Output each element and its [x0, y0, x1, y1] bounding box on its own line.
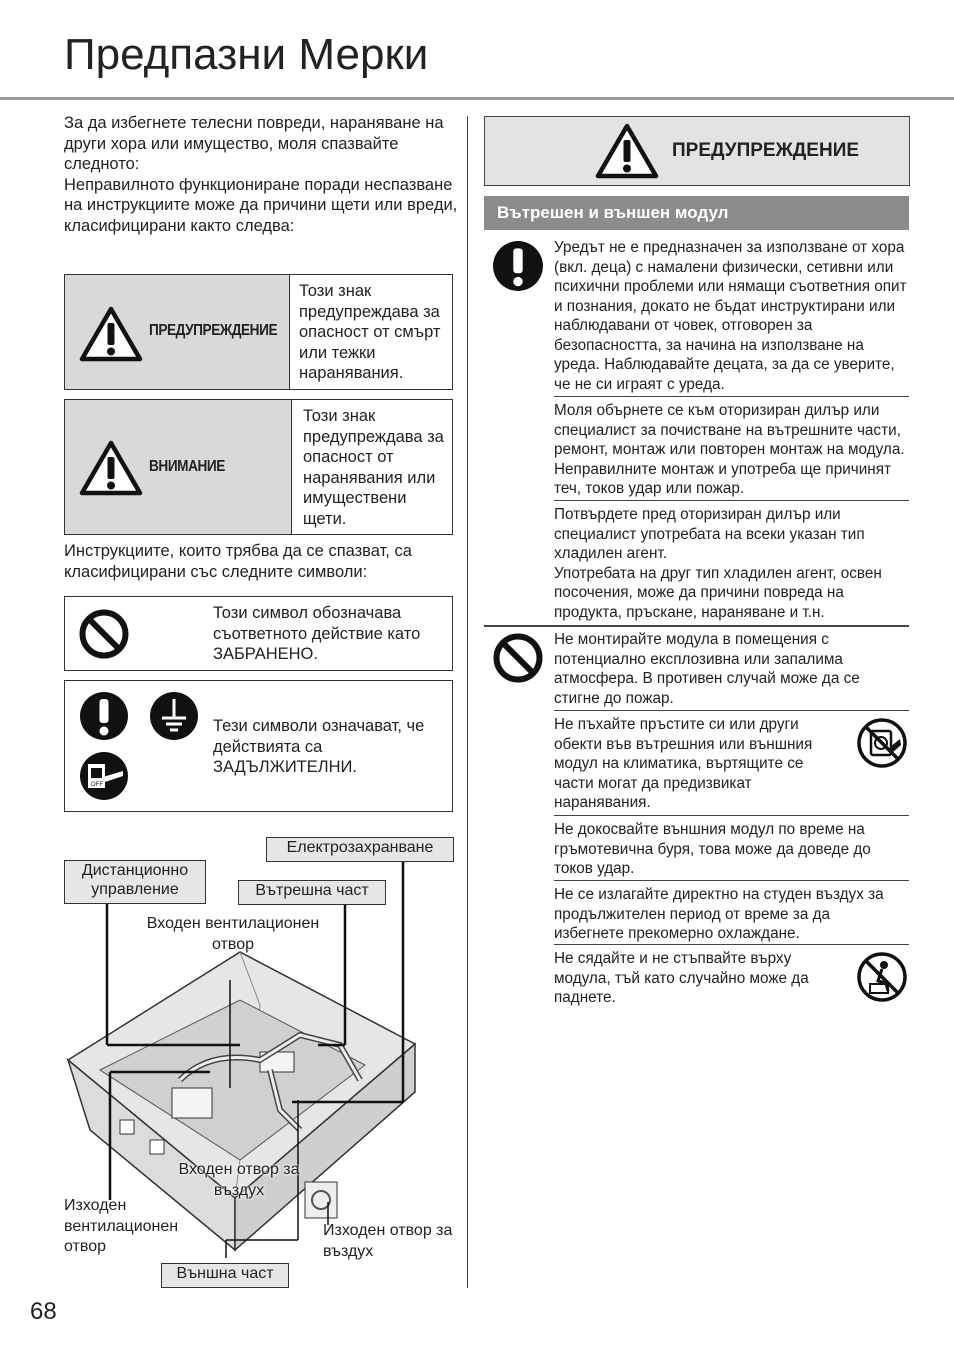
air-inlet-vent-label: Входен вентилационен отвор	[146, 915, 320, 953]
prohibited-icon	[78, 608, 130, 660]
prohibited-item: Не пъхайте пръстите си или други обекти във вътрешния или външния модул на климатика, въртящите се части могат да предизвикат наранявания.	[554, 716, 813, 811]
legend-warning-box	[64, 274, 453, 390]
legend-caution-text: Този знак предупреждава за опасност от наранявания или имуществени щети.	[303, 407, 444, 528]
prohibited-symbol-box	[64, 596, 453, 671]
mandatory-item: Потвърдете пред оторизиран дилър или специалист употребата на всеки указан тип хладилен агент. Употребата на друг тип хладилен агент, освен посочения, може да причини повреда на продукта, пръскане, нараняване и т.н.	[554, 506, 882, 621]
no-sitting-icon	[856, 951, 908, 1003]
air-inlet-label: Входен отвор за въздух	[178, 1161, 300, 1199]
warning-triangle-icon	[79, 306, 143, 362]
item-divider	[554, 944, 909, 945]
indoor-unit-label: Вътрешна част	[238, 880, 386, 905]
intro-paragraph: За да избегнете телесни повреди, нараняване на други хора или имущество, моля спазвайте следното: Неправилното функциониране поради неспазване на инструкциите може да причини щети или вреди, класифицирани както следва:	[64, 114, 458, 235]
column-divider	[467, 116, 468, 1288]
ground-connection-icon	[149, 691, 199, 741]
item-divider	[554, 500, 909, 501]
warning-header-title: ПРЕДУПРЕЖДЕНИЕ	[672, 140, 860, 161]
power-supply-label: Електрозахранване	[266, 837, 454, 862]
page-title: Предпазни Мерки	[64, 30, 429, 79]
mandatory-symbol-text: Тези символи означават, че действията са ЗАДЪЛЖИТЕЛНИ.	[213, 717, 425, 776]
prohibited-symbol-text: Този символ обозначава съответното действие като ЗАБРАНЕНО.	[213, 604, 421, 663]
remote-control-label: Дистанционно управление	[64, 860, 206, 904]
section-title-bar: Вътрешен и външен модул	[484, 196, 909, 230]
group-divider	[484, 625, 909, 627]
outdoor-unit-label: Външна част	[161, 1263, 289, 1288]
unplug-power-icon	[79, 751, 129, 801]
caution-triangle-icon	[79, 440, 143, 496]
mandatory-item: Моля обърнете се към оторизиран дилър или специалист за почистване на вътрешните части, ремонт, монтаж или повторен монтаж на модула. Неправилните монтаж и употреба ще причинят теч, токов удар или пожар.	[554, 402, 905, 497]
item-divider	[554, 396, 909, 397]
item-divider	[554, 880, 909, 881]
mandatory-item: Уредът не е предназначен за използване от хора (вкл. деца) с намалени физически, сетивни или психични проблеми или нямащи съответния опит и познания, докато не бъдат инструктирани или наблюдавани от човек, отговорен за безопасността, за начина на използване на уреда. Наблюдавайте децата, за да се уверите, че не си играят с уреда.	[554, 239, 907, 393]
title-divider	[0, 97, 954, 100]
item-divider	[554, 815, 909, 816]
mandatory-exclamation-icon	[79, 691, 129, 741]
warning-triangle-icon	[595, 123, 659, 179]
prohibited-item: Не сядайте и не стъпвайте върху модула, тъй като случайно може да паднете.	[554, 950, 809, 1006]
mandatory-exclamation-icon	[492, 240, 544, 292]
symbols-intro: Инструкциите, които трябва да се спазват, са класифицирани със следните символи:	[64, 542, 412, 581]
no-fingers-icon	[856, 717, 908, 769]
item-divider	[554, 710, 909, 711]
prohibited-icon	[492, 632, 544, 684]
legend-caution-word: ВНИМАНИЕ	[149, 458, 225, 475]
prohibited-item: Не докосвайте външния модул по време на гръмотевична буря, това може да доведе до токов удар.	[554, 821, 871, 877]
legend-caution-symbol-panel	[65, 400, 292, 534]
legend-caution-box	[64, 399, 453, 535]
air-outlet-vent-label: Изходен вентилационен отвор	[64, 1197, 179, 1255]
mandatory-symbol-box	[64, 680, 453, 812]
prohibited-item: Не се излагайте директно на студен въздух за продължителен период от време за да избегнете прекомерно охлаждане.	[554, 886, 884, 942]
legend-warning-text: Този знак предупреждава за опасност от смърт или тежки наранявания.	[299, 282, 441, 382]
prohibited-item: Не монтирайте модула в помещения с потенциално експлозивна или запалима атмосфера. В противен случай може да се стигне до пожар.	[554, 631, 860, 707]
legend-warning-word: ПРЕДУПРЕЖДЕНИЕ	[149, 322, 278, 339]
installation-diagram	[60, 830, 460, 1290]
air-outlet-label: Изходен отвор за въздух	[323, 1222, 453, 1260]
page-number: 68	[30, 1298, 57, 1325]
off-label: OFF	[91, 782, 103, 788]
legend-warning-symbol-panel	[65, 275, 290, 389]
